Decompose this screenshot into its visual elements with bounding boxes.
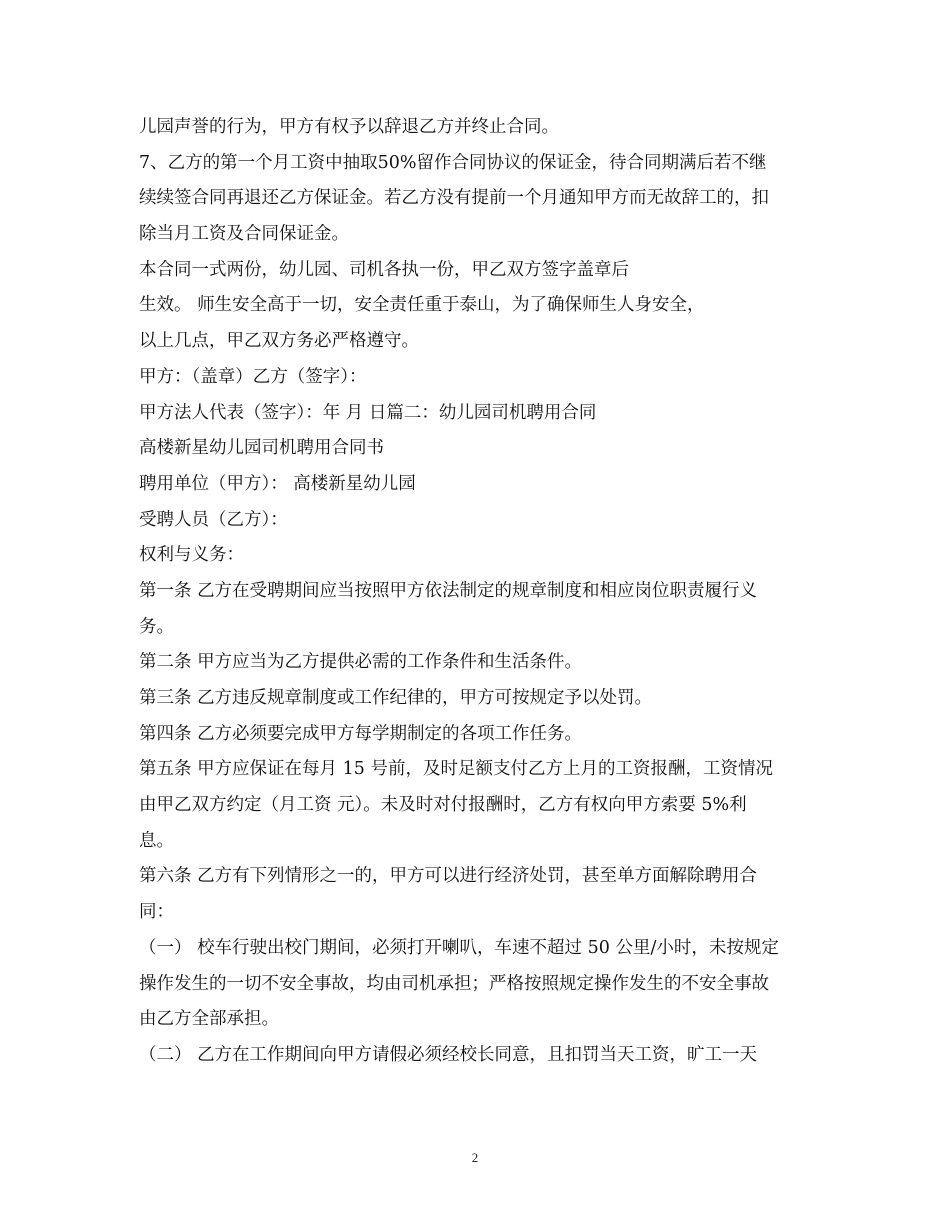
text-line: 同： — [139, 902, 174, 923]
text-line: 第一条 乙方在受聘期间应当按照甲方依法制定的规章制度和相应岗位职责履行义 — [139, 580, 758, 601]
text-line: 务。 — [139, 616, 174, 637]
text-line: 除当月工资及合同保证金。 — [139, 224, 349, 245]
text-line: 以上几点，甲乙双方务必严格遵守。 — [139, 331, 419, 352]
text-line: 本合同一式两份，幼儿园、司机各执一份，甲乙双方签字盖章后 — [139, 259, 629, 280]
text-line: 续续签合同再退还乙方保证金。若乙方没有提前一个月通知甲方而无故辞工的，扣 — [139, 188, 769, 209]
text-line: 儿园声誉的行为，甲方有权予以辞退乙方并终止合同。 — [139, 117, 559, 137]
text-line: 聘用单位（甲方）： 高楼新星幼儿园 — [139, 473, 416, 494]
document-body — [139, 110, 819, 1074]
text-line: 生效。 师生安全高于一切，安全责任重于泰山，为了确保师生人身安全， — [139, 295, 705, 316]
text-line: 第六条 乙方有下列情形之一的，甲方可以进行经济处罚，甚至单方面解除聘用合 — [139, 866, 758, 887]
text-line: 第四条 乙方必须要完成甲方每学期制定的各项工作任务。 — [139, 723, 583, 744]
text-line: 高楼新星幼儿园司机聘用合同书 — [139, 438, 384, 459]
text-line: 由乙方全部承担。 — [139, 1009, 279, 1030]
text-line: 操作发生的一切不安全事故，均由司机承担；严格按照规定操作发生的不安全事故 — [139, 973, 769, 994]
text-line: （一） 校车行驶出校门期间，必须打开喇叭，车速不超过 50 公里/小时，未按规定 — [139, 937, 779, 958]
text-line: 甲方：（盖章）乙方（签字）： — [139, 366, 367, 387]
text-line: 受聘人员（乙方）： — [139, 509, 288, 530]
page-number: 2 — [471, 1150, 479, 1165]
text-line: 由甲乙双方约定（月工资 元）。未及时对付报酬时，乙方有权向甲方索要 5%利 — [139, 795, 747, 816]
text-line: 第三条 乙方违反规章制度或工作纪律的，甲方可按规定予以处罚。 — [139, 688, 653, 708]
text-line: 7、乙方的第一个月工资中抽取50%留作合同协议的保证金，待合同期满后若不继 — [139, 152, 767, 173]
text-line: 甲方法人代表（签字）：年 月 日篇二：幼儿园司机聘用合同 — [139, 402, 597, 423]
text-line: 权利与义务： — [139, 545, 244, 566]
text-line: 息。 — [139, 830, 174, 851]
text-line: 第二条 甲方应当为乙方提供必需的工作条件和生活条件。 — [139, 652, 583, 673]
text-line: （二） 乙方在工作期间向甲方请假必须经校长同意，且扣罚当天工资，旷工一天 — [139, 1044, 758, 1065]
text-line: 第五条 甲方应保证在每月 15 号前，及时足额支付乙方上月的工资报酬，工资情况 — [139, 759, 773, 780]
